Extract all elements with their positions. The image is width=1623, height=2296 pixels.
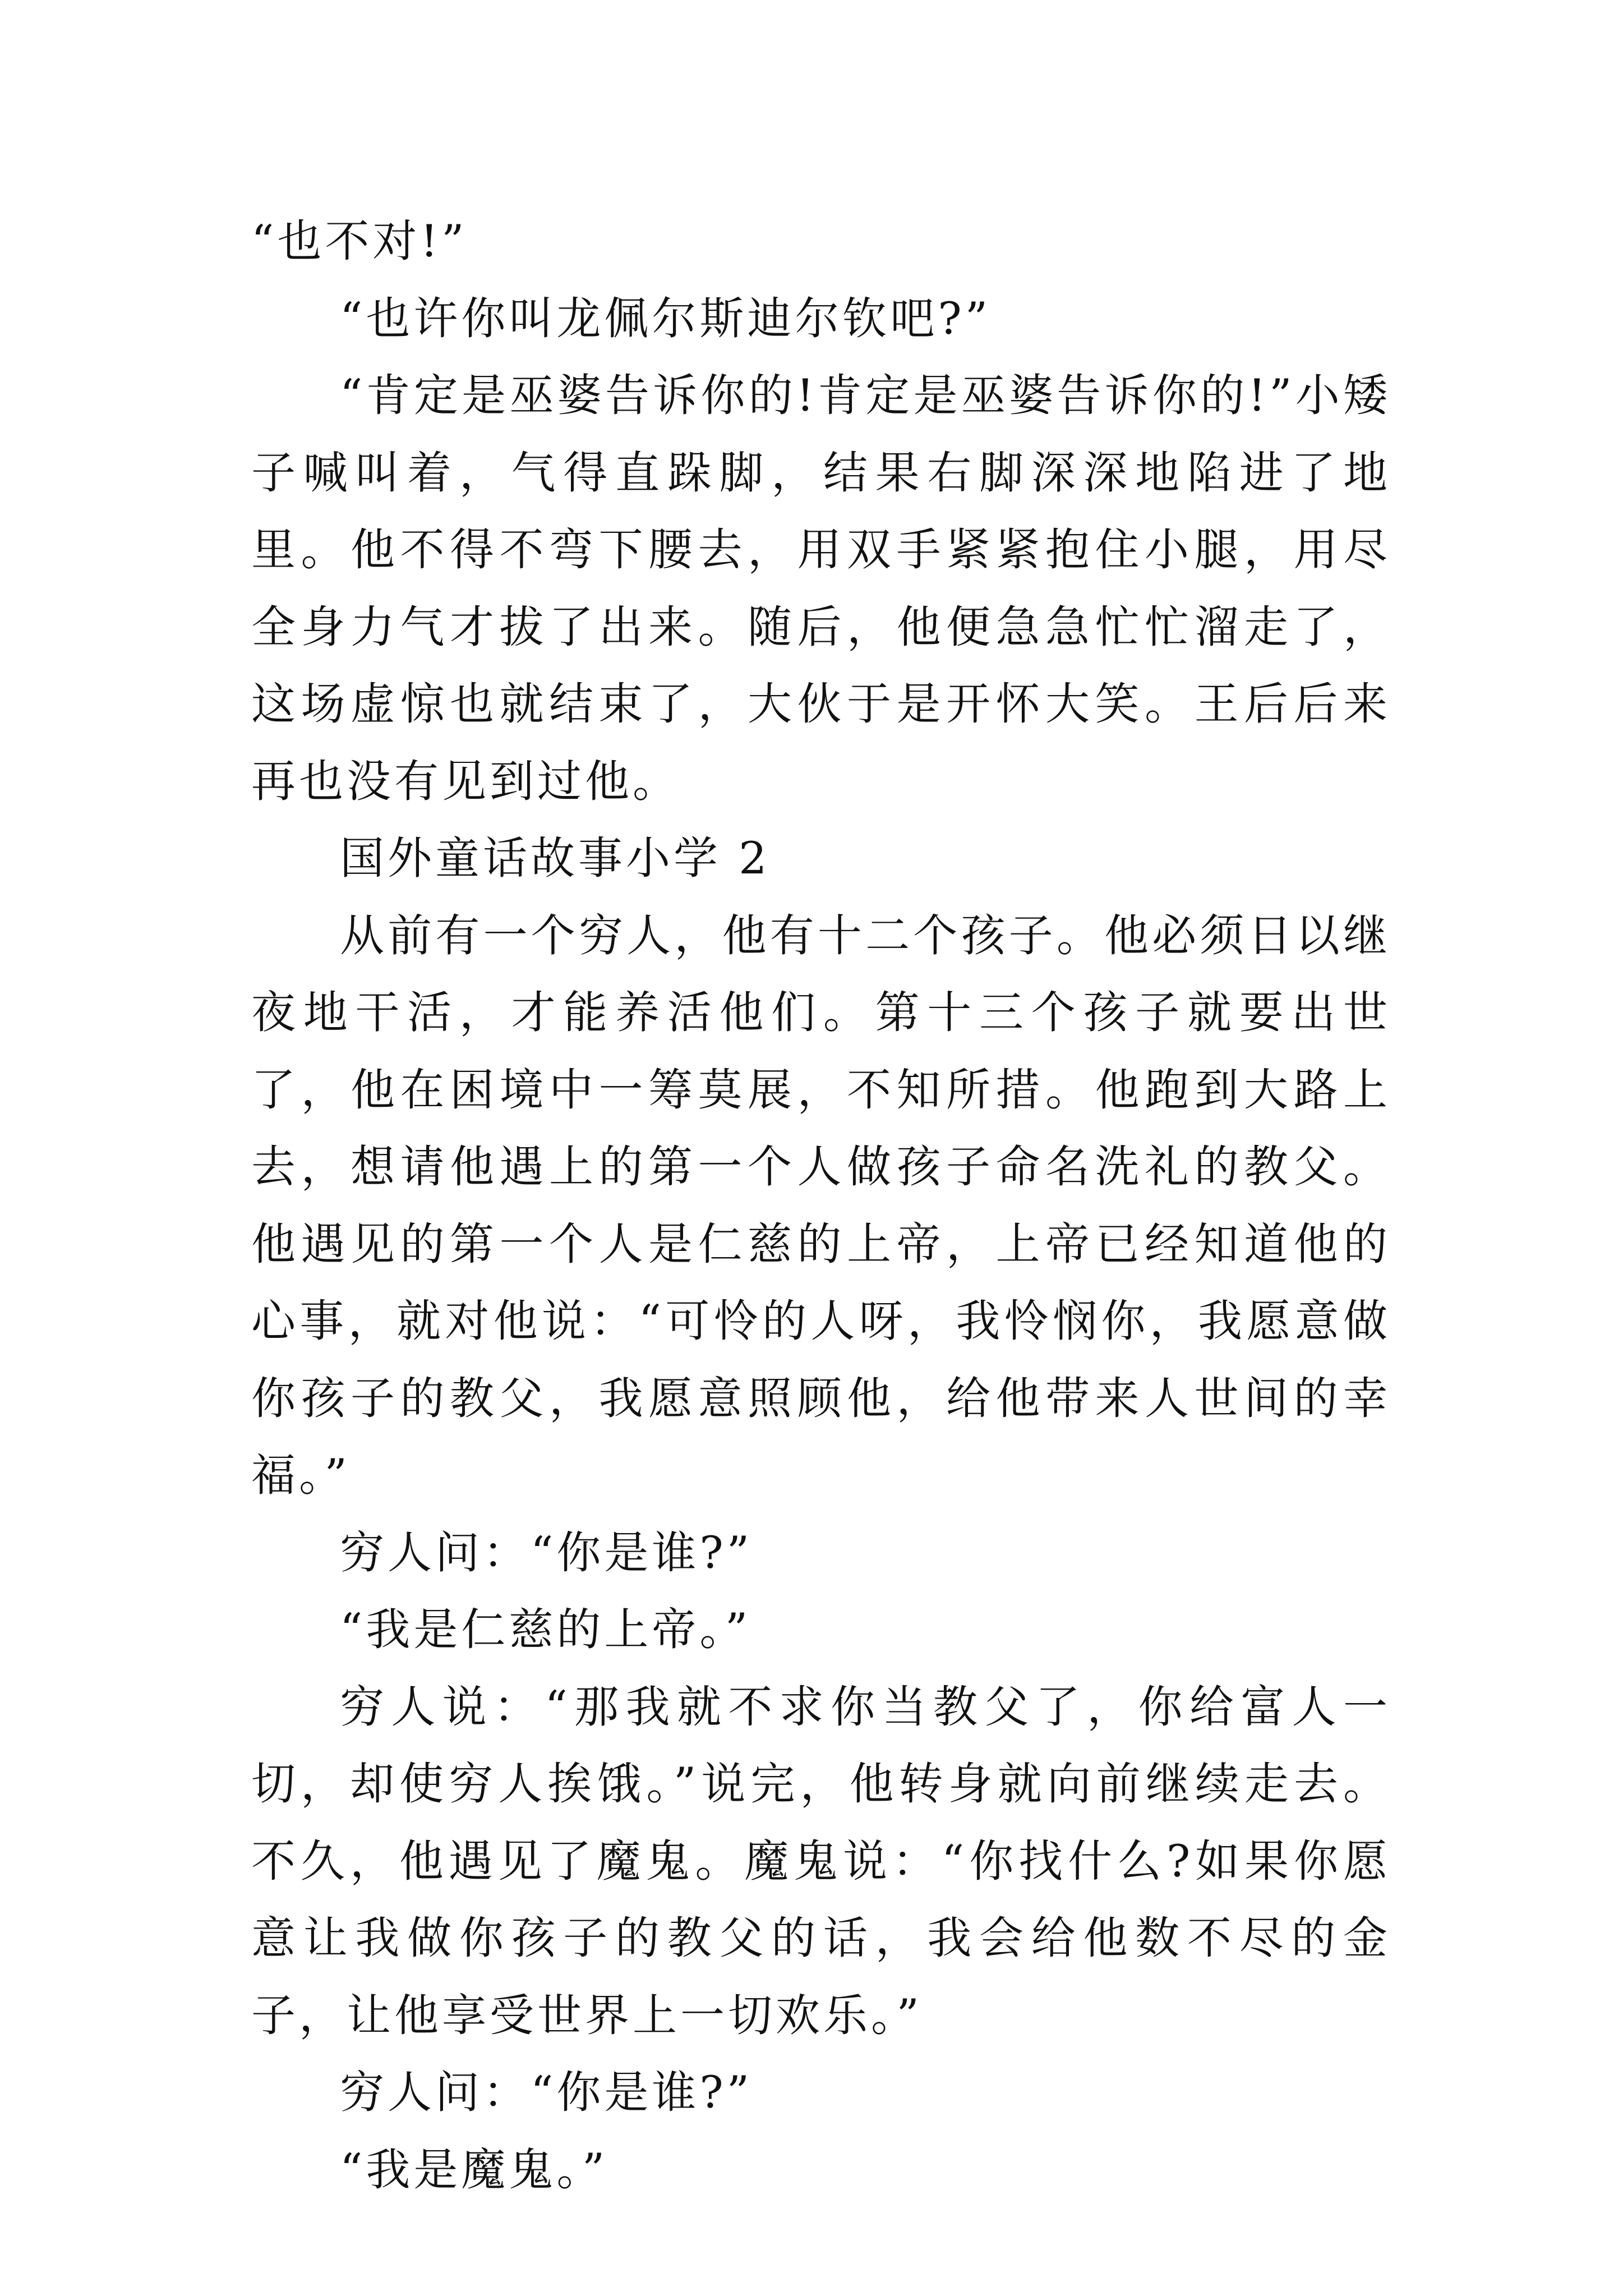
paragraph-body: 从前有一个穷人，他有十二个孩子。他必须日以继夜地干活，才能养活他们。第十三个孩子就要出世了，他在困境中一筹莫展，不知所措。他跑到大路上去，想请他遇上的第一个人做孩子命名洗礼的教父。他遇见的第一个人是仁慈的上帝，上帝已经知道他的心事，就对他说：“可怜的人呀，我怜悯你，我愿意做你孩子的教父，我愿意照顾他，给他带来人世间的幸福。”	[251, 909, 1391, 1501]
section-heading: 国外童话故事小学 2	[340, 832, 771, 884]
paragraph-dialog: “也许你叫龙佩尔斯迪尔钦吧?”	[340, 292, 992, 344]
paragraph-dialog: “也不对!”	[251, 215, 468, 267]
document-body	[251, 203, 1391, 2208]
paragraph-body: “肯定是巫婆告诉你的!肯定是巫婆告诉你的!”小矮子喊叫着，气得直跺脚，结果右脚深深地陷进了地里。他不得不弯下腰去，用双手紧紧抱住小腿，用尽全身力气才拔了出来。随后，他便急急忙忙溜走了，这场虚惊也就结束了，大伙于是开怀大笑。王后后来再也没有见到过他。	[251, 370, 1391, 807]
paragraph-dialog: 穷人问：“你是谁?”	[340, 1526, 753, 1579]
paragraph-body: 穷人说：“那我就不求你当教父了，你给富人一切，却使穷人挨饿。”说完，他转身就向前继续走去。不久，他遇见了魔鬼。魔鬼说：“你找什么?如果你愿意让我做你孩子的教父的话，我会给他数不尽的金子，让他享受世界上一切欢乐。”	[251, 1681, 1391, 2041]
paragraph-dialog: “我是仁慈的上帝。”	[340, 1604, 751, 1655]
paragraph-dialog: “我是魔鬼。”	[340, 2143, 608, 2196]
paragraph-dialog: 穷人问：“你是谁?”	[340, 2067, 753, 2118]
